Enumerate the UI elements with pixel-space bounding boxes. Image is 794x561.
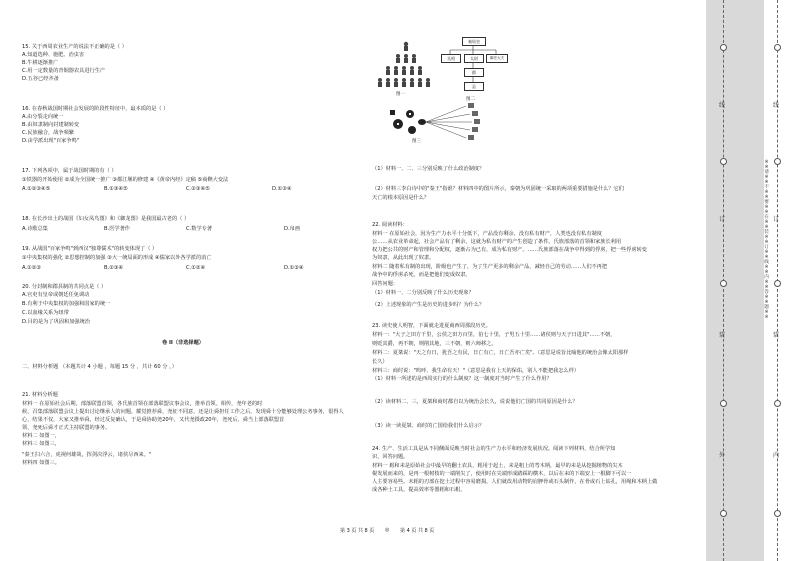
q24-material1: 材料一 耜和耒是原始社会中最早的翻土农具，耜用于起土，耒是粗上的弯木柄，最早的耒是从挖掘植物的尖木 (372, 463, 623, 469)
inner-hole-4 (774, 400, 781, 407)
inner-char-inner: 内 (773, 452, 780, 459)
q17-option-a: A.①②③④⑤ (22, 186, 51, 192)
q16-option-b: B.由奴隶制向封建制转变 (22, 122, 80, 128)
inner-char-order: 订 (773, 216, 780, 223)
q19-option-a: A.①②③ (22, 265, 42, 271)
q23-part1: （1）材料一所述的是西周实行的什么制度？这一制度对当时产生了什么作用？ (372, 376, 552, 382)
q22-material1-b: 公……从农业革命起，社会产品有了剩余，这就为私有财产的产生创造了条件。氏族部落的首领和家族长利用 (372, 239, 622, 245)
q24-stem: 24. 生产、生活工具是从不同侧面反映当时社会的生产力水平和经济发展状况。阅读下列材料，结合所学知 (372, 446, 616, 452)
binding-hole-5 (720, 510, 727, 517)
inner-hole-5 (774, 510, 781, 517)
q20-stem: 20. 分封制和郡县制的共同点是（ ） (22, 284, 107, 290)
binding-char-bind: 装 (719, 332, 726, 339)
q21-material1-c: 心，结果不仅，大家又推举舜，经过反复确认，于是舜协助尧20年，又代尧摄政20年，尧死后，舜当上部落联盟首 (22, 417, 285, 423)
q21-poem: "秦王扫六合，虎视何雄哉，挥剑决浮云，诸侯尽西来。" (22, 452, 152, 458)
q18-option-b: B.医学著作 (104, 226, 130, 232)
org-box-censor: 御史大夫 (486, 54, 508, 63)
q18-option-a: A.诗歌总集 (22, 226, 48, 232)
q17-option-d: D.①③④ (272, 186, 292, 192)
q23-material3: 材料三：商纣说："呜呼，我生命有天！"（意思是我有上天的保佑，别人不能把我怎么样） (372, 368, 580, 374)
binding-hole-4 (720, 400, 727, 407)
q20-option-b: B.有利于中央集权的加强和国家的统一 (22, 301, 111, 307)
q24-stem-b: 识，回答问题。 (372, 454, 409, 460)
q24-material1-c: 人主要容易些。未耜的刃部在挖土过程中容易磨损，人们就改用动物的肩胛骨或石头制作，在骨或石上钻孔，用绳和木柄上做 (372, 479, 658, 485)
hierarchy-pyramid-icon (376, 40, 436, 90)
binding-hole-3 (720, 280, 727, 287)
q23-material1-b: 则贬其爵，再不朝，则削其地，三不朝，则六师移之。 (372, 341, 497, 347)
figure-three (386, 100, 498, 145)
org-box-emperor: 秦始皇 (462, 37, 486, 46)
figure-one-label: 图一 (396, 92, 405, 97)
q18-stem: 18. 在长沙出土的战国《妇女凤鸟图》和《御龙图》是我国最古老的（ ） (22, 216, 190, 222)
q21-material1: 材料一 在原始社会后期，部落联盟首领，各氏族首领在部落联盟议事会议，推举首领。相传，尧年老的时 (22, 401, 263, 407)
binding-char-outer: 外 (719, 452, 726, 459)
section-title: 卷 II（非选择题） (162, 340, 204, 346)
org-box-chancellor: 丞相 (441, 54, 461, 63)
q19-option-d: D.①③④ (284, 265, 304, 271)
inner-hole-1 (774, 44, 781, 51)
q20-option-c: C.以血缘关系为纽带 (22, 310, 69, 316)
figure-one (376, 40, 436, 90)
q17-stem: 17. 下列各项中，属于战国时期的有（ ） (22, 168, 117, 174)
binding-gray-strip (706, 0, 764, 561)
org-box-commandery: 郡 (464, 68, 484, 77)
binding-char-order: 订 (719, 216, 726, 223)
q20-option-d: D.目的是为了巩固和加强统治 (22, 319, 90, 325)
inner-char-bind: 装 (773, 332, 780, 339)
q18-option-c: C.数学专著 (186, 226, 213, 232)
q21-material1-d: 领，尧死后舜才正式主持联盟的事务。 (22, 425, 111, 431)
org-box-county: 县 (464, 82, 484, 91)
right-page-footer: 第 4 页 共 8 页 (400, 528, 435, 534)
binding-warning: ※※请※※不※※要※※在※※装※※订※※线※※内※※答※※题※※ (764, 160, 769, 320)
figure-two-label: 图二 (466, 97, 475, 102)
figure-three-label: 图三 (412, 139, 421, 144)
q22-material1-d: 为奴隶，从此出现了奴隶。 (372, 255, 435, 261)
q21-material2: 材料二 如图一， (22, 433, 60, 439)
q16-option-a: A.由分裂走向统一 (22, 114, 64, 120)
q23-material1: 材料一："大子之田方千里，公侯之田方百里，伯七十里，子男五十里……诸侯则与天子日进其"……不朝， (372, 332, 616, 338)
q22-part2: （2）上述现象的产生是历史的进步吗？为什么？ (372, 302, 485, 308)
q23-material2-b: 长久） (372, 359, 388, 365)
binding-margin (706, 0, 794, 561)
q21-part1: （1）材料一、二、三分别反映了什么政治制度？ (372, 166, 485, 172)
q21-material1-b: 候，召集部落联盟会议上提出讨论继承人的问题，耀觉推荐舜，尧征不同意，还是让舜担任工作之后，发现舜十分能够处理公务事务，很得人 (22, 409, 344, 415)
inner-hole-2 (774, 158, 781, 165)
q16-option-d: D.由学派出现"百家争鸣" (22, 138, 80, 144)
q21-stem: 21. 材料分析题 (22, 392, 58, 398)
q22-material2: 材料二 随着私有制的出现，阶级也产生了，为了生产更多的剩余产品，减轻自己的劳动……人们不再把 (372, 264, 608, 270)
q22-material2-b: 战争中的俘虏杀死，而是把他们变成奴隶。 (372, 272, 471, 278)
inner-hole-3 (774, 280, 781, 287)
q21-material4: 材料四 如图三。 (22, 460, 60, 466)
q21-material3: 材料三 如图三， (22, 441, 60, 447)
q19-stem: 19. 从战国"百家争鸣"到西汉"独尊儒术"的转变体现了（ ） (22, 246, 158, 252)
q19-items: ①中央集权的强化 ②思想控制的加强 ③大一统局面的形成 ④儒家以外各学派的消亡 (22, 255, 212, 261)
left-page-footer: 第 3 页 共 8 页 (340, 528, 375, 534)
q22-material1: 材料一 在原始社会，因为生产力水平十分低下，产品没有剩余，没有私有财产，人类也没有私有制度 (372, 231, 602, 237)
q18-option-d: D.帛画 (284, 226, 301, 232)
binding-hole-2 (720, 158, 727, 165)
q23-material2: 材料二：夏桀说："天之有日，犹吾之有民，日亡有亡，日亡吾亦亡矣"。（意思是说旨比喻他的统治会像太阳那样 (372, 350, 629, 356)
q23-part2: （2）读材料二、三，夏桀和商纣都自以为统治会长久，说说他们亡国的共同原因是什么？ (372, 399, 578, 405)
q15-option-d: D.五谷已经齐备 (22, 76, 59, 82)
q22-part1: （1）材料一、二分别反映了什么历史现象？ (372, 290, 474, 296)
q23-stem: 23. 读史使人明智，下面就走进夏商西周那段历史。 (372, 323, 491, 329)
q15-stem: 15. 关于西周农业生产的说法不正确的是（ ） (22, 44, 127, 50)
q16-stem: 16. 在春秋战国时期社会发展的阶段性特征中，最本质的是（ ） (22, 106, 169, 112)
q22-material1-c: 权力把公共的财产和管理和分配权，逐渐占为已有，成为私有财产。……氏族部落在战争中得到的俘虏，把一些俘虏转变 (372, 247, 647, 253)
binding-hole-1 (720, 44, 727, 51)
q23-part3: （3）读一读夏桀、商纣的亡国给我们什么启示？ (372, 423, 485, 429)
section-intro: 二、材料分析题 （本题共计 4 小题 ，每题 15 分 ，共计 60 分 ，） (22, 364, 177, 370)
q24-material1-b: 棍发展而来的，是再一根树枝的一端削尖了，使用时在尖端形成踏踩的横木，以后在耒的下端安上一根脚下可以一 (372, 471, 632, 477)
q17-option-c: C.②③④⑤ (186, 186, 210, 192)
q15-option-c: C.用一定数量的青铜器农具进行生产 (22, 68, 106, 74)
unification-measures-icon (386, 100, 498, 145)
q16-option-c: C.民族融合，战争频繁 (22, 130, 74, 136)
q24-material1-d: 成各种土工具，提高效率等器耜和石耜。 (372, 487, 466, 493)
q15-option-b: B.牛耕逐渐推广 (22, 60, 59, 66)
org-box-commandant: 太尉 (464, 54, 484, 63)
inner-char-line: 线 (773, 102, 780, 109)
q17-option-b: B.①③④⑤ (104, 186, 128, 192)
binding-char-line: 线 (719, 102, 726, 109)
q21-part2: （2）材料三李白诗中的"秦王"指谁？材料四中的图片所示，秦朝为巩固统一采取的两项重要措施是什么？它们 (372, 186, 624, 192)
q19-option-b: B.②③④ (104, 265, 124, 271)
q17-items: ①铁器的开始使用 ②成为全国统一推广 ③都江堰的修建 ④《黄帝内经》定稿 ⑤商鞅大变法 (22, 177, 229, 183)
q22-stem: 22. 阅读材料： (372, 222, 408, 228)
q20-option-a: A.官吏有皇帝或朝廷任免调动 (22, 292, 90, 298)
q15-option-a: A.知道选种、施肥、治虫害 (22, 52, 85, 58)
figure-two (438, 36, 508, 94)
q21-part2-b: 天亡的根本原因是什么？ (372, 195, 430, 201)
page-divider-icon: ◎ (385, 527, 390, 533)
q22-answer-label: 回答问题： (372, 281, 398, 287)
q19-option-c: C.①②④ (186, 265, 206, 271)
